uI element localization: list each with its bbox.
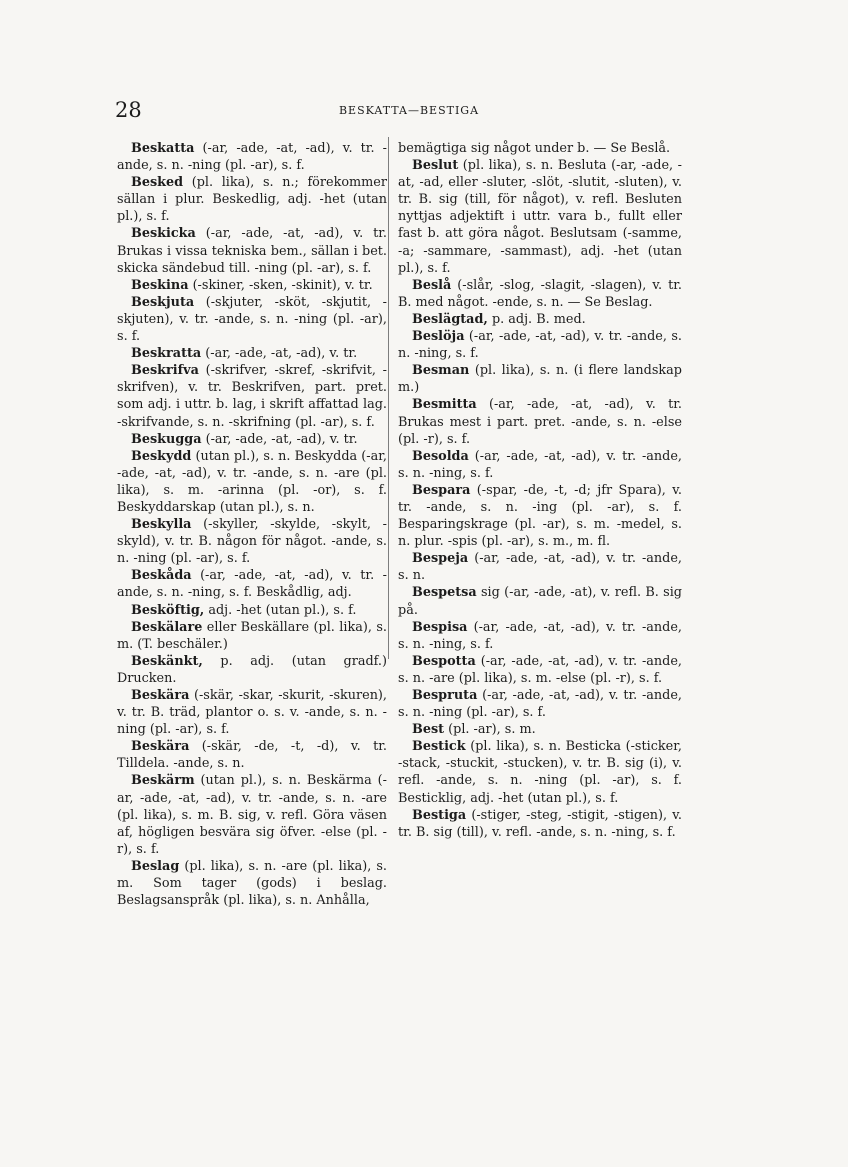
dictionary-entry: Beskära (-skär, -skar, -skurit, -skuren), v. tr. B. träd, plantor o. s. v. -ande, s. n. -ning (pl. -ar), s. f. bbox=[117, 688, 387, 738]
dictionary-entry: Beskänkt, p. adj. (utan gradf.) Drucken. bbox=[117, 653, 387, 686]
dictionary-entry: Bespotta (-ar, -ade, -at, -ad), v. tr. -ande, s. n. -are (pl. lika), s. m. -else (pl. -r), s. f. bbox=[398, 653, 682, 686]
dictionary-entry: Beskrifva (-skrifver, -skref, -skrifvit, -skrifven), v. tr. Beskrifven, part. pret. som adj. i uttr. b. lag, i skrift affattad lag. -skrifvande, s. n. -skrifning (pl. -ar), s. f. bbox=[117, 363, 387, 430]
dictionary-entry: Beskina (-skiner, -sken, -skinit), v. tr. bbox=[131, 277, 373, 293]
page-header bbox=[115, 98, 703, 124]
dictionary-entry: Beslag (pl. lika), s. n. -are (pl. lika), s. m. Som tager (gods) i beslag. Beslagsanspråk (pl. lika), s. n. Anhålla, bbox=[117, 858, 387, 909]
dictionary-entry: Besked (pl. lika), s. n.; förekommer sällan i plur. Beskedlig, adj. -het (utan pl.), s. f. bbox=[117, 175, 387, 225]
page-number: 28 bbox=[115, 98, 142, 122]
dictionary-entry: Beskatta (-ar, -ade, -at, -ad), v. tr. -ande, s. n. -ning (pl. -ar), s. f. bbox=[117, 141, 387, 174]
dictionary-entry: Bespruta (-ar, -ade, -at, -ad), v. tr. -ande, s. n. -ning (pl. -ar), s. f. bbox=[398, 688, 682, 721]
dictionary-entry: Beskåda (-ar, -ade, -at, -ad), v. tr. -ande, s. n. -ning, s. f. Beskådlig, adj. bbox=[117, 568, 387, 601]
right-column bbox=[398, 140, 682, 841]
dictionary-entry: Besolda (-ar, -ade, -at, -ad), v. tr. -ande, s. n. -ning, s. f. bbox=[398, 448, 682, 481]
dictionary-entry: Bespisa (-ar, -ade, -at, -ad), v. tr. -ande, s. n. -ning, s. f. bbox=[398, 619, 682, 652]
dictionary-entry: Beskälare eller Beskällare (pl. lika), s. m. (T. beschäler.) bbox=[117, 619, 387, 652]
dictionary-entry: Bespara (-spar, -de, -t, -d; jfr Spara), v. tr. -ande, s. n. -ing (pl. -ar), s. f. Besparingskrage (pl. -ar), s. m. -medel, s. n. plur. -spis (pl. -ar), s. m., m. fl. bbox=[398, 482, 682, 550]
left-column bbox=[117, 140, 387, 909]
dictionary-entry: Beslå (-slår, -slog, -slagit, -slagen), v. tr. B. med något. -ende, s. n. — Se Beslag. bbox=[398, 277, 682, 310]
dictionary-entry: Beskydd (utan pl.), s. n. Beskydda (-ar, -ade, -at, -ad), v. tr. -ande, s. n. -are (pl. lika), s. m. -arinna (pl. -or), s. f. Beskyddarskap (utan pl.), s. n. bbox=[117, 448, 387, 515]
dictionary-entry: Beslägtad, p. adj. B. med. bbox=[412, 311, 586, 327]
dictionary-entry: Beskjuta (-skjuter, -sköt, -skjutit, -skjuten), v. tr. -ande, s. n. -ning (pl. -ar), s. f. bbox=[117, 294, 387, 345]
dictionary-entry: Besköftig, adj. -het (utan pl.), s. f. bbox=[131, 602, 357, 618]
dictionary-entry: Beskugga (-ar, -ade, -at, -ad), v. tr. bbox=[131, 431, 358, 447]
dictionary-entry: Bespetsa sig (-ar, -ade, -at), v. refl. B. sig på. bbox=[398, 585, 682, 618]
dictionary-entry: Bespeja (-ar, -ade, -at, -ad), v. tr. -ande, s. n. bbox=[398, 551, 682, 584]
dictionary-entry: Besmitta (-ar, -ade, -at, -ad), v. tr. Brukas mest i part. pret. -ande, s. n. -else (pl. -r), s. f. bbox=[398, 397, 682, 447]
running-head: BESKATTA—BESTIGA bbox=[338, 104, 480, 117]
dictionary-entry: Beskylla (-skyller, -skylde, -skylt, -skyld), v. tr. B. någon för något. -ande, s. n. -ning (pl. -ar), s. f. bbox=[117, 517, 387, 567]
dictionary-entry: Beslut (pl. lika), s. n. Besluta (-ar, -ade, -at, -ad, eller -sluter, -slöt, -slutit, -sluten), v. tr. B. sig (till, för något), v. refl. Besluten nyttjas adjektift i uttr. vara b., fullt eller fast b. att göra något. Beslutsam (-samme, -a; -sammare, -sammast), adj. -het (utan pl.), s. f. bbox=[398, 158, 682, 276]
dictionary-entry: Beskicka (-ar, -ade, -at, -ad), v. tr. Brukas i vissa tekniska bem., sällan i bet. skicka sändebud till. -ning (pl. -ar), s. f. bbox=[117, 226, 387, 276]
dictionary-entry-continuation: bemägtiga sig något under b. — Se Beslå. bbox=[398, 141, 671, 156]
dictionary-entry: Beskära (-skär, -de, -t, -d), v. tr. Tilldela. -ande, s. n. bbox=[117, 739, 387, 772]
dictionary-entry: Beslöja (-ar, -ade, -at, -ad), v. tr. -ande, s. n. -ning, s. f. bbox=[398, 329, 682, 362]
column-divider bbox=[388, 137, 389, 659]
dictionary-entry: Best (pl. -ar), s. m. bbox=[412, 722, 536, 738]
dictionary-entry: Besman (pl. lika), s. n. (i flere landskap m.) bbox=[398, 363, 682, 396]
dictionary-entry: Beskärm (utan pl.), s. n. Beskärma (-ar, -ade, -at, -ad), v. tr. -ande, s. n. -are (pl. lika), s. m. B. sig, v. refl. Göra väsen af, högligen besvära sig öfver. -else (pl. -r), s. f. bbox=[117, 773, 387, 857]
dictionary-entry: Bestick (pl. lika), s. n. Besticka (-sticker, -stack, -stuckit, -stucken), v. tr. B. sig (i), v. refl. -ande, s. n. -ning (pl. -ar), s. f. Besticklig, adj. -het (utan pl.), s. f. bbox=[398, 739, 682, 806]
dictionary-entry: Beskratta (-ar, -ade, -at, -ad), v. tr. bbox=[131, 346, 358, 362]
dictionary-entry: Bestiga (-stiger, -steg, -stigit, -stigen), v. tr. B. sig (till), v. refl. -ande, s. n. -ning, s. f. bbox=[398, 807, 682, 840]
